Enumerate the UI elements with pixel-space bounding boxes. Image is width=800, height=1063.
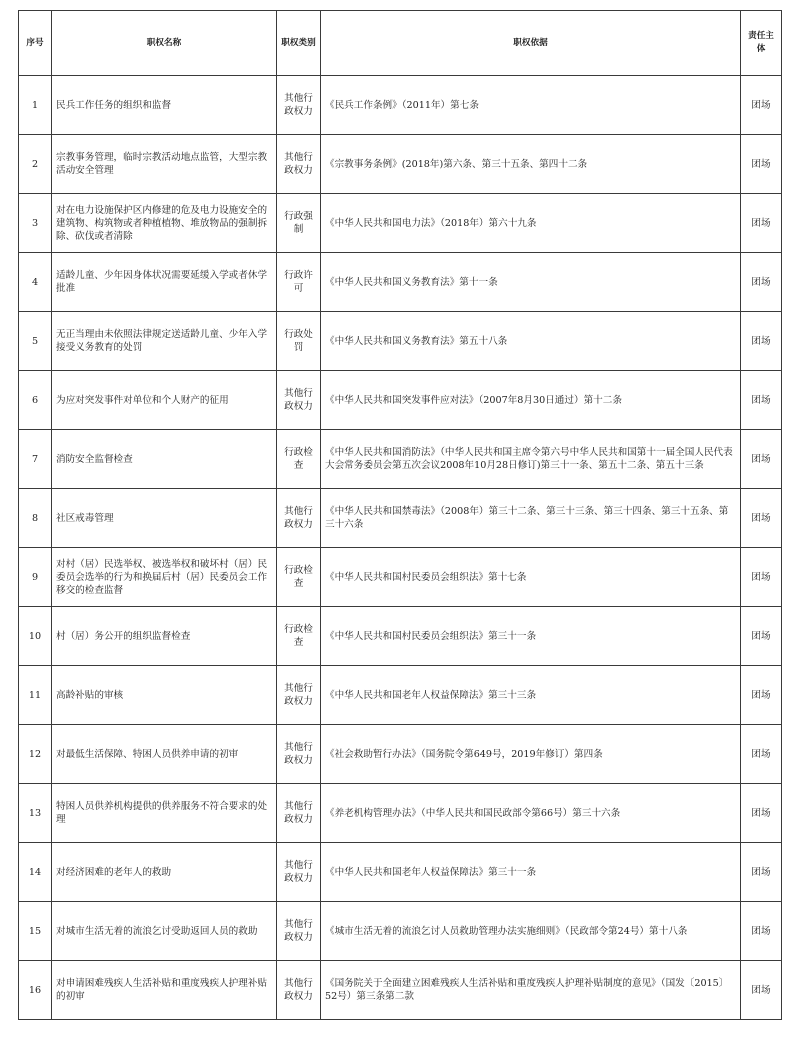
cell-name: 消防安全监督检查 bbox=[52, 430, 277, 489]
cell-basis: 《中华人民共和国义务教育法》第十一条 bbox=[321, 253, 741, 312]
cell-no: 2 bbox=[19, 135, 52, 194]
cell-basis: 《城市生活无着的流浪乞讨人员救助管理办法实施细则》（民政部令第24号）第十八条 bbox=[321, 902, 741, 961]
cell-no: 3 bbox=[19, 194, 52, 253]
cell-resp: 团场 bbox=[741, 784, 782, 843]
cell-resp: 团场 bbox=[741, 607, 782, 666]
cell-name: 对在电力设施保护区内修建的危及电力设施安全的建筑物、构筑物或者种植植物、堆放物品的强制拆除、砍伐或者清除 bbox=[52, 194, 277, 253]
cell-type: 行政强制 bbox=[277, 194, 321, 253]
table-row bbox=[19, 961, 782, 1020]
cell-no: 4 bbox=[19, 253, 52, 312]
cell-resp: 团场 bbox=[741, 371, 782, 430]
cell-type: 其他行政权力 bbox=[277, 843, 321, 902]
cell-basis: 《中华人民共和国突发事件应对法》（2007年8月30日通过）第十二条 bbox=[321, 371, 741, 430]
cell-type: 行政检查 bbox=[277, 430, 321, 489]
header-type: 职权类别 bbox=[277, 11, 321, 76]
cell-basis: 《中华人民共和国义务教育法》第五十八条 bbox=[321, 312, 741, 371]
cell-name: 高龄补贴的审核 bbox=[52, 666, 277, 725]
cell-type: 其他行政权力 bbox=[277, 489, 321, 548]
cell-no: 16 bbox=[19, 961, 52, 1020]
cell-no: 11 bbox=[19, 666, 52, 725]
cell-name: 特困人员供养机构提供的供养服务不符合要求的处理 bbox=[52, 784, 277, 843]
table-row bbox=[19, 784, 782, 843]
cell-name: 适龄儿童、少年因身体状况需要延缓入学或者休学批准 bbox=[52, 253, 277, 312]
cell-name: 为应对突发事件对单位和个人财产的征用 bbox=[52, 371, 277, 430]
cell-resp: 团场 bbox=[741, 961, 782, 1020]
table-row bbox=[19, 430, 782, 489]
table-row bbox=[19, 76, 782, 135]
cell-resp: 团场 bbox=[741, 548, 782, 607]
cell-type: 行政检查 bbox=[277, 607, 321, 666]
cell-basis: 《中华人民共和国禁毒法》（2008年）第三十二条、第三十三条、第三十四条、第三十五条、第三十六条 bbox=[321, 489, 741, 548]
table-row bbox=[19, 489, 782, 548]
cell-name: 无正当理由未依照法律规定送适龄儿童、少年入学接受义务教育的处罚 bbox=[52, 312, 277, 371]
cell-type: 其他行政权力 bbox=[277, 784, 321, 843]
cell-name: 村（居）务公开的组织监督检查 bbox=[52, 607, 277, 666]
cell-resp: 团场 bbox=[741, 725, 782, 784]
cell-name: 对最低生活保障、特困人员供养申请的初审 bbox=[52, 725, 277, 784]
cell-name: 对经济困难的老年人的救助 bbox=[52, 843, 277, 902]
cell-name: 宗教事务管理，临时宗教活动地点监管，大型宗教活动安全管理 bbox=[52, 135, 277, 194]
table-body bbox=[19, 76, 782, 1020]
cell-no: 13 bbox=[19, 784, 52, 843]
cell-basis: 《社会救助暂行办法》（国务院令第649号，2019年修订）第四条 bbox=[321, 725, 741, 784]
cell-resp: 团场 bbox=[741, 666, 782, 725]
cell-resp: 团场 bbox=[741, 843, 782, 902]
cell-basis: 《中华人民共和国电力法》（2018年）第六十九条 bbox=[321, 194, 741, 253]
table-row bbox=[19, 371, 782, 430]
cell-basis: 《中华人民共和国老年人权益保障法》第三十一条 bbox=[321, 843, 741, 902]
cell-resp: 团场 bbox=[741, 902, 782, 961]
cell-resp: 团场 bbox=[741, 489, 782, 548]
cell-resp: 团场 bbox=[741, 135, 782, 194]
cell-type: 其他行政权力 bbox=[277, 666, 321, 725]
cell-type: 其他行政权力 bbox=[277, 135, 321, 194]
cell-no: 10 bbox=[19, 607, 52, 666]
cell-basis: 《民兵工作条例》（2011年）第七条 bbox=[321, 76, 741, 135]
header-no: 序号 bbox=[19, 11, 52, 76]
cell-name: 对申请困难残疾人生活补贴和重度残疾人护理补贴的初审 bbox=[52, 961, 277, 1020]
cell-basis: 《中华人民共和国老年人权益保障法》第三十三条 bbox=[321, 666, 741, 725]
cell-type: 其他行政权力 bbox=[277, 725, 321, 784]
cell-resp: 团场 bbox=[741, 76, 782, 135]
cell-resp: 团场 bbox=[741, 312, 782, 371]
cell-basis: 《中华人民共和国村民委员会组织法》第十七条 bbox=[321, 548, 741, 607]
cell-type: 行政检查 bbox=[277, 548, 321, 607]
cell-basis: 《宗教事务条例》(2018年)第六条、第三十五条、第四十二条 bbox=[321, 135, 741, 194]
cell-type: 其他行政权力 bbox=[277, 902, 321, 961]
table-row bbox=[19, 607, 782, 666]
cell-basis: 《中华人民共和国消防法》（中华人民共和国主席令第六号中华人民共和国第十一届全国人民代表大会常务委员会第五次会议2008年10月28日修订)第三十一条、第五十二条、第五十三条 bbox=[321, 430, 741, 489]
cell-name: 民兵工作任务的组织和监督 bbox=[52, 76, 277, 135]
cell-resp: 团场 bbox=[741, 194, 782, 253]
cell-no: 12 bbox=[19, 725, 52, 784]
header-resp: 责任主体 bbox=[741, 11, 782, 76]
table-row bbox=[19, 548, 782, 607]
cell-type: 行政处罚 bbox=[277, 312, 321, 371]
header-name: 职权名称 bbox=[52, 11, 277, 76]
table-row bbox=[19, 312, 782, 371]
cell-no: 14 bbox=[19, 843, 52, 902]
cell-no: 7 bbox=[19, 430, 52, 489]
cell-basis: 《养老机构管理办法》（中华人民共和国民政部令第66号）第三十六条 bbox=[321, 784, 741, 843]
cell-no: 6 bbox=[19, 371, 52, 430]
table-row bbox=[19, 666, 782, 725]
table-row bbox=[19, 135, 782, 194]
cell-name: 对村（居）民选举权、被选举权和破坏村（居）民委员会选举的行为和换届后村（居）民委员会工作移交的检查监督 bbox=[52, 548, 277, 607]
cell-type: 其他行政权力 bbox=[277, 371, 321, 430]
header-row bbox=[19, 11, 782, 76]
cell-type: 其他行政权力 bbox=[277, 76, 321, 135]
cell-resp: 团场 bbox=[741, 253, 782, 312]
cell-no: 8 bbox=[19, 489, 52, 548]
cell-no: 9 bbox=[19, 548, 52, 607]
cell-type: 其他行政权力 bbox=[277, 961, 321, 1020]
cell-basis: 《中华人民共和国村民委员会组织法》第三十一条 bbox=[321, 607, 741, 666]
table-row bbox=[19, 253, 782, 312]
cell-resp: 团场 bbox=[741, 430, 782, 489]
cell-name: 社区戒毒管理 bbox=[52, 489, 277, 548]
header-basis: 职权依据 bbox=[321, 11, 741, 76]
cell-basis: 《国务院关于全面建立困难残疾人生活补贴和重度残疾人护理补贴制度的意见》（国发〔2015〕52号）第三条第二款 bbox=[321, 961, 741, 1020]
cell-name: 对城市生活无着的流浪乞讨受助返回人员的救助 bbox=[52, 902, 277, 961]
cell-no: 1 bbox=[19, 76, 52, 135]
table-row bbox=[19, 902, 782, 961]
cell-no: 5 bbox=[19, 312, 52, 371]
cell-no: 15 bbox=[19, 902, 52, 961]
powers-table bbox=[18, 10, 782, 1020]
table-row bbox=[19, 194, 782, 253]
table-row bbox=[19, 725, 782, 784]
table-row bbox=[19, 843, 782, 902]
cell-type: 行政许可 bbox=[277, 253, 321, 312]
